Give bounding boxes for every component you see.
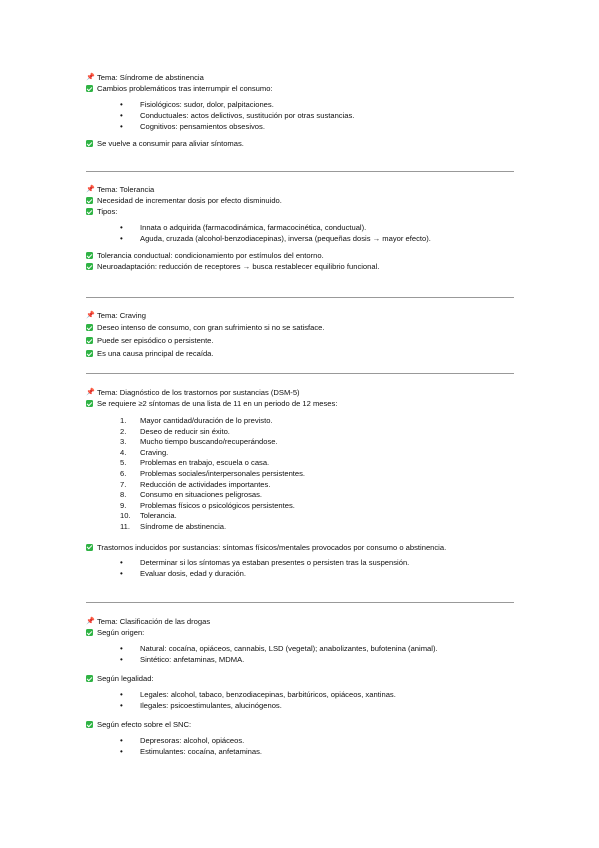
section-abstinencia xyxy=(86,72,516,149)
section-craving xyxy=(86,310,516,360)
check-icon xyxy=(86,544,93,551)
section-title: 📌 Tema: Clasificación de las drogas xyxy=(86,617,211,626)
list-item: • Estimulantes: cocaína, anfetaminas. xyxy=(86,746,516,757)
section-title: 📌 Tema: Diagnóstico de los trastornos por sustancias (DSM-5) xyxy=(86,388,300,397)
checked-item: Deseo intenso de consumo, con gran sufrimiento si no se satisface. xyxy=(86,321,516,334)
check-icon xyxy=(86,140,93,147)
divider xyxy=(86,171,514,172)
bullet-list xyxy=(86,643,516,665)
list-item: 11. Síndrome de abstinencia. xyxy=(120,521,227,531)
list-item: 6. Problemas sociales/interpersonales persistentes. xyxy=(120,468,306,478)
checked-item: Según origen: xyxy=(86,627,516,638)
section-tolerancia xyxy=(86,184,516,272)
bullet-list xyxy=(86,557,516,579)
check-icon xyxy=(86,337,93,344)
bullet-list xyxy=(86,689,516,711)
bullet-list xyxy=(86,222,516,244)
check-icon xyxy=(86,263,93,270)
check-icon xyxy=(86,85,93,92)
list-item: 9. Problemas físicos o psicológicos persistentes. xyxy=(120,500,295,510)
pushpin-icon: 📌 xyxy=(86,186,95,193)
section-diagnostico xyxy=(86,387,516,579)
check-icon xyxy=(86,629,93,636)
check-icon xyxy=(86,324,93,331)
checked-item: Neuroadaptación: reducción de receptores → busca restablecer equilibrio funcional. xyxy=(86,261,516,272)
list-item: 5. Problemas en trabajo, escuela o casa. xyxy=(120,458,270,468)
checked-item: Puede ser episódico o persistente. xyxy=(86,334,516,347)
divider xyxy=(86,373,514,374)
pushpin-icon: 📌 xyxy=(86,312,95,319)
bullet-list xyxy=(86,735,516,757)
check-icon xyxy=(86,721,93,728)
checked-item: Se requiere ≥2 síntomas de una lista de 11 en un periodo de 12 meses: xyxy=(86,398,516,409)
divider xyxy=(86,602,514,603)
list-item: • Aguda, cruzada (alcohol-benzodiacepinas), inversa (pequeñas dosis → mayor efecto). xyxy=(86,233,516,244)
checked-item: Trastornos inducidos por sustancias: síntomas físicos/mentales provocados por consumo o abstinencia. xyxy=(86,542,516,553)
check-icon xyxy=(86,400,93,407)
list-item: • Innata o adquirida (farmacodinámica, farmacocinética, conductual). xyxy=(86,222,516,233)
checked-item: Cambios problemáticos tras interrumpir el consumo: xyxy=(86,83,516,94)
list-item: • Fisiológicos: sudor, dolor, palpitaciones. xyxy=(86,99,516,110)
section-title: 📌 Tema: Craving xyxy=(86,311,146,320)
list-item: 1. Mayor cantidad/duración de lo previsto. xyxy=(120,416,273,425)
list-item: • Legales: alcohol, tabaco, benzodiacepinas, barbitúricos, opiáceos, xantinas. xyxy=(86,689,516,700)
list-item: • Determinar si los síntomas ya estaban presentes o persisten tras la suspensión. xyxy=(86,557,516,568)
section-title: 📌 Tema: Síndrome de abstinencia xyxy=(86,73,204,82)
pushpin-icon: 📌 xyxy=(86,389,95,396)
check-icon xyxy=(86,197,93,204)
check-icon xyxy=(86,350,93,357)
list-item: 10. Tolerancia. xyxy=(120,511,177,521)
pushpin-icon: 📌 xyxy=(86,74,95,81)
list-item: • Depresoras: alcohol, opiáceos. xyxy=(86,735,516,746)
check-icon xyxy=(86,675,93,682)
list-item: 8. Consumo en situaciones peligrosas. xyxy=(120,490,262,500)
check-icon xyxy=(86,252,93,259)
list-item: • Natural: cocaína, opiáceos, cannabis, LSD (vegetal); anabolizantes, bufotenina (animal). xyxy=(86,643,516,654)
list-item: • Cognitivos: pensamientos obsesivos. xyxy=(86,121,516,132)
checked-item: Según legalidad: xyxy=(86,673,516,684)
list-item: 2. Deseo de reducir sin éxito. xyxy=(120,426,230,436)
list-item: 4. Craving. xyxy=(120,447,169,457)
list-item: 7. Reducción de actividades importantes. xyxy=(120,479,271,489)
section-clasificacion xyxy=(86,616,516,757)
divider xyxy=(86,297,514,298)
checked-item: Tipos: xyxy=(86,206,516,217)
list-item: • Sintético: anfetaminas, MDMA. xyxy=(86,654,516,665)
checked-item: Tolerancia conductual: condicionamiento por estímulos del entorno. xyxy=(86,250,516,261)
section-title: 📌 Tema: Tolerancia xyxy=(86,185,155,194)
check-icon xyxy=(86,208,93,215)
checked-item: Se vuelve a consumir para aliviar síntomas. xyxy=(86,138,516,149)
list-item: • Ilegales: psicoestimulantes, alucinógenos. xyxy=(86,700,516,711)
list-item: • Conductuales: actos delictivos, sustitución por otras sustancias. xyxy=(86,110,516,121)
list-item: 3. Mucho tiempo buscando/recuperándose. xyxy=(120,437,278,447)
pushpin-icon: 📌 xyxy=(86,618,95,625)
checked-item: Necesidad de incrementar dosis por efecto disminuido. xyxy=(86,195,516,206)
bullet-list xyxy=(86,99,516,132)
list-item: • Evaluar dosis, edad y duración. xyxy=(86,568,516,579)
checked-item: Es una causa principal de recaída. xyxy=(86,347,516,360)
numbered-list xyxy=(86,416,516,533)
checked-item: Según efecto sobre el SNC: xyxy=(86,719,516,730)
